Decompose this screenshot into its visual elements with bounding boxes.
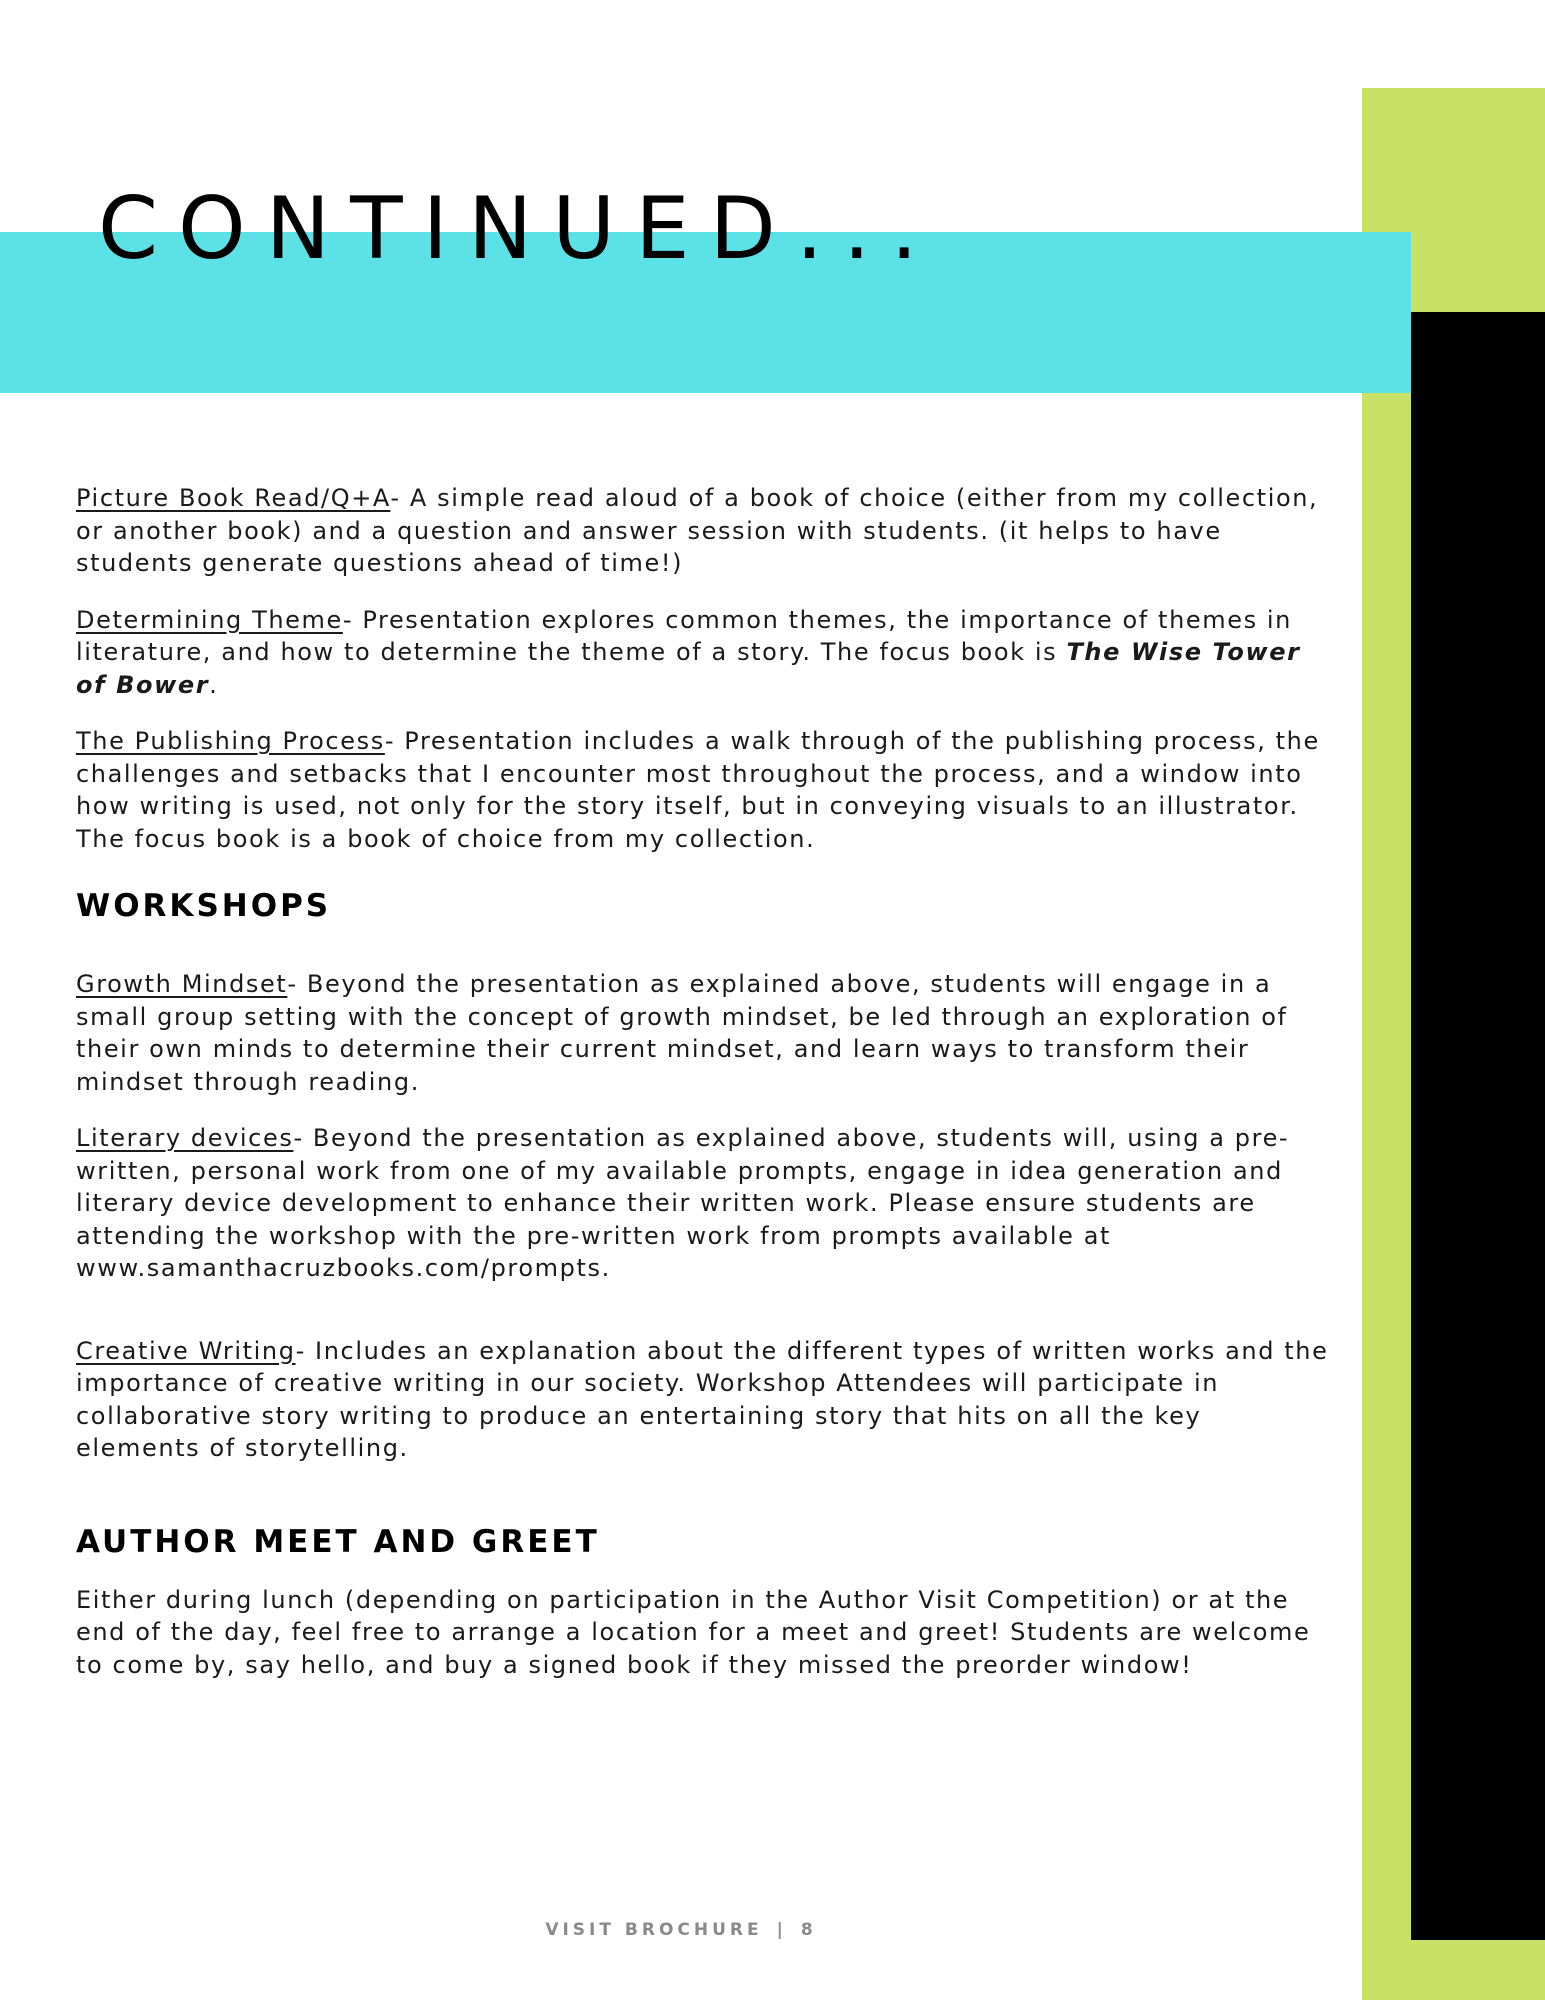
- footer-label: VISIT BROCHURE: [545, 1920, 763, 1940]
- entry-term: Determining Theme: [76, 605, 343, 634]
- page-content: [76, 482, 1331, 1681]
- meet-greet-description: Either during lunch (depending on participation in the Author Visit Competition) or at the end of the day, feel free to arrange a location for a meet and greet! Students are welcome to come by, say hello, and buy a signed book if they missed the preorder window!: [76, 1585, 1311, 1679]
- entry-term: Literary devices: [76, 1124, 294, 1152]
- entry-publishing-process: [76, 725, 1331, 855]
- entry-term: Growth Mindset: [76, 970, 288, 998]
- workshop-creative-writing: [76, 1335, 1331, 1465]
- workshops-heading: WORKSHOPS: [76, 888, 332, 924]
- entry-term: The Publishing Process: [76, 727, 385, 755]
- black-accent-band: [1411, 312, 1545, 1940]
- entry-description: - Beyond the presentation as explained above, students will, using a pre-written, personal work from one of my available prompts, engage in idea generation and literary device development to enhance their written work. Please ensure students are attending the workshop with the pre-written work from prompts available at www.samanthacruzbooks.com/prompts.: [76, 1124, 1290, 1282]
- entry-determining-theme: [76, 604, 1331, 702]
- entry-description: - Includes an explanation about the different types of written works and the importance of creative writing in our society. Workshop Attendees will participate in collaborative story writing to produce an entertaining story that hits on all the key elements of storytelling.: [76, 1336, 1329, 1462]
- entry-term: Picture Book Read/Q+A: [76, 484, 391, 512]
- workshop-literary-devices: [76, 1122, 1331, 1285]
- entry-term: Creative Writing: [76, 1336, 296, 1365]
- entry-description: - Presentation explores common themes, the importance of themes in literature, and how to determine the theme of a story. The focus book is: [76, 605, 1292, 666]
- page-footer: [0, 1920, 1362, 1940]
- entry-description: - A simple read aloud of a book of choice (either from my collection, or another book) and a question and answer session with students. (it helps to have students generate questions ahead of time!): [76, 484, 1319, 577]
- workshop-growth-mindset: [76, 968, 1331, 1098]
- page-number: 8: [800, 1920, 817, 1940]
- footer-separator: |: [776, 1920, 787, 1940]
- entry-description-end: .: [209, 670, 219, 699]
- entry-description: - Beyond the presentation as explained above, students will engage in a small group setting with the concept of growth mindset, be led through an exploration of their own minds to determine their current mindset, and learn ways to transform their mindset through reading.: [76, 970, 1288, 1096]
- meet-greet-heading: AUTHOR MEET AND GREET: [76, 1523, 600, 1560]
- entry-picture-book-read: [76, 482, 1331, 580]
- entry-description: - Presentation includes a walk through of the publishing process, the challenges and setbacks that I encounter most throughout the process, and a window into how writing is used, not only for the story itself, but in conveying visuals to an illustrator. The focus book is a book of choice from my collection.: [76, 727, 1320, 853]
- focus-book-title: The Wise Tower of Bower: [76, 638, 1301, 699]
- page-title: CONTINUED...: [98, 178, 938, 279]
